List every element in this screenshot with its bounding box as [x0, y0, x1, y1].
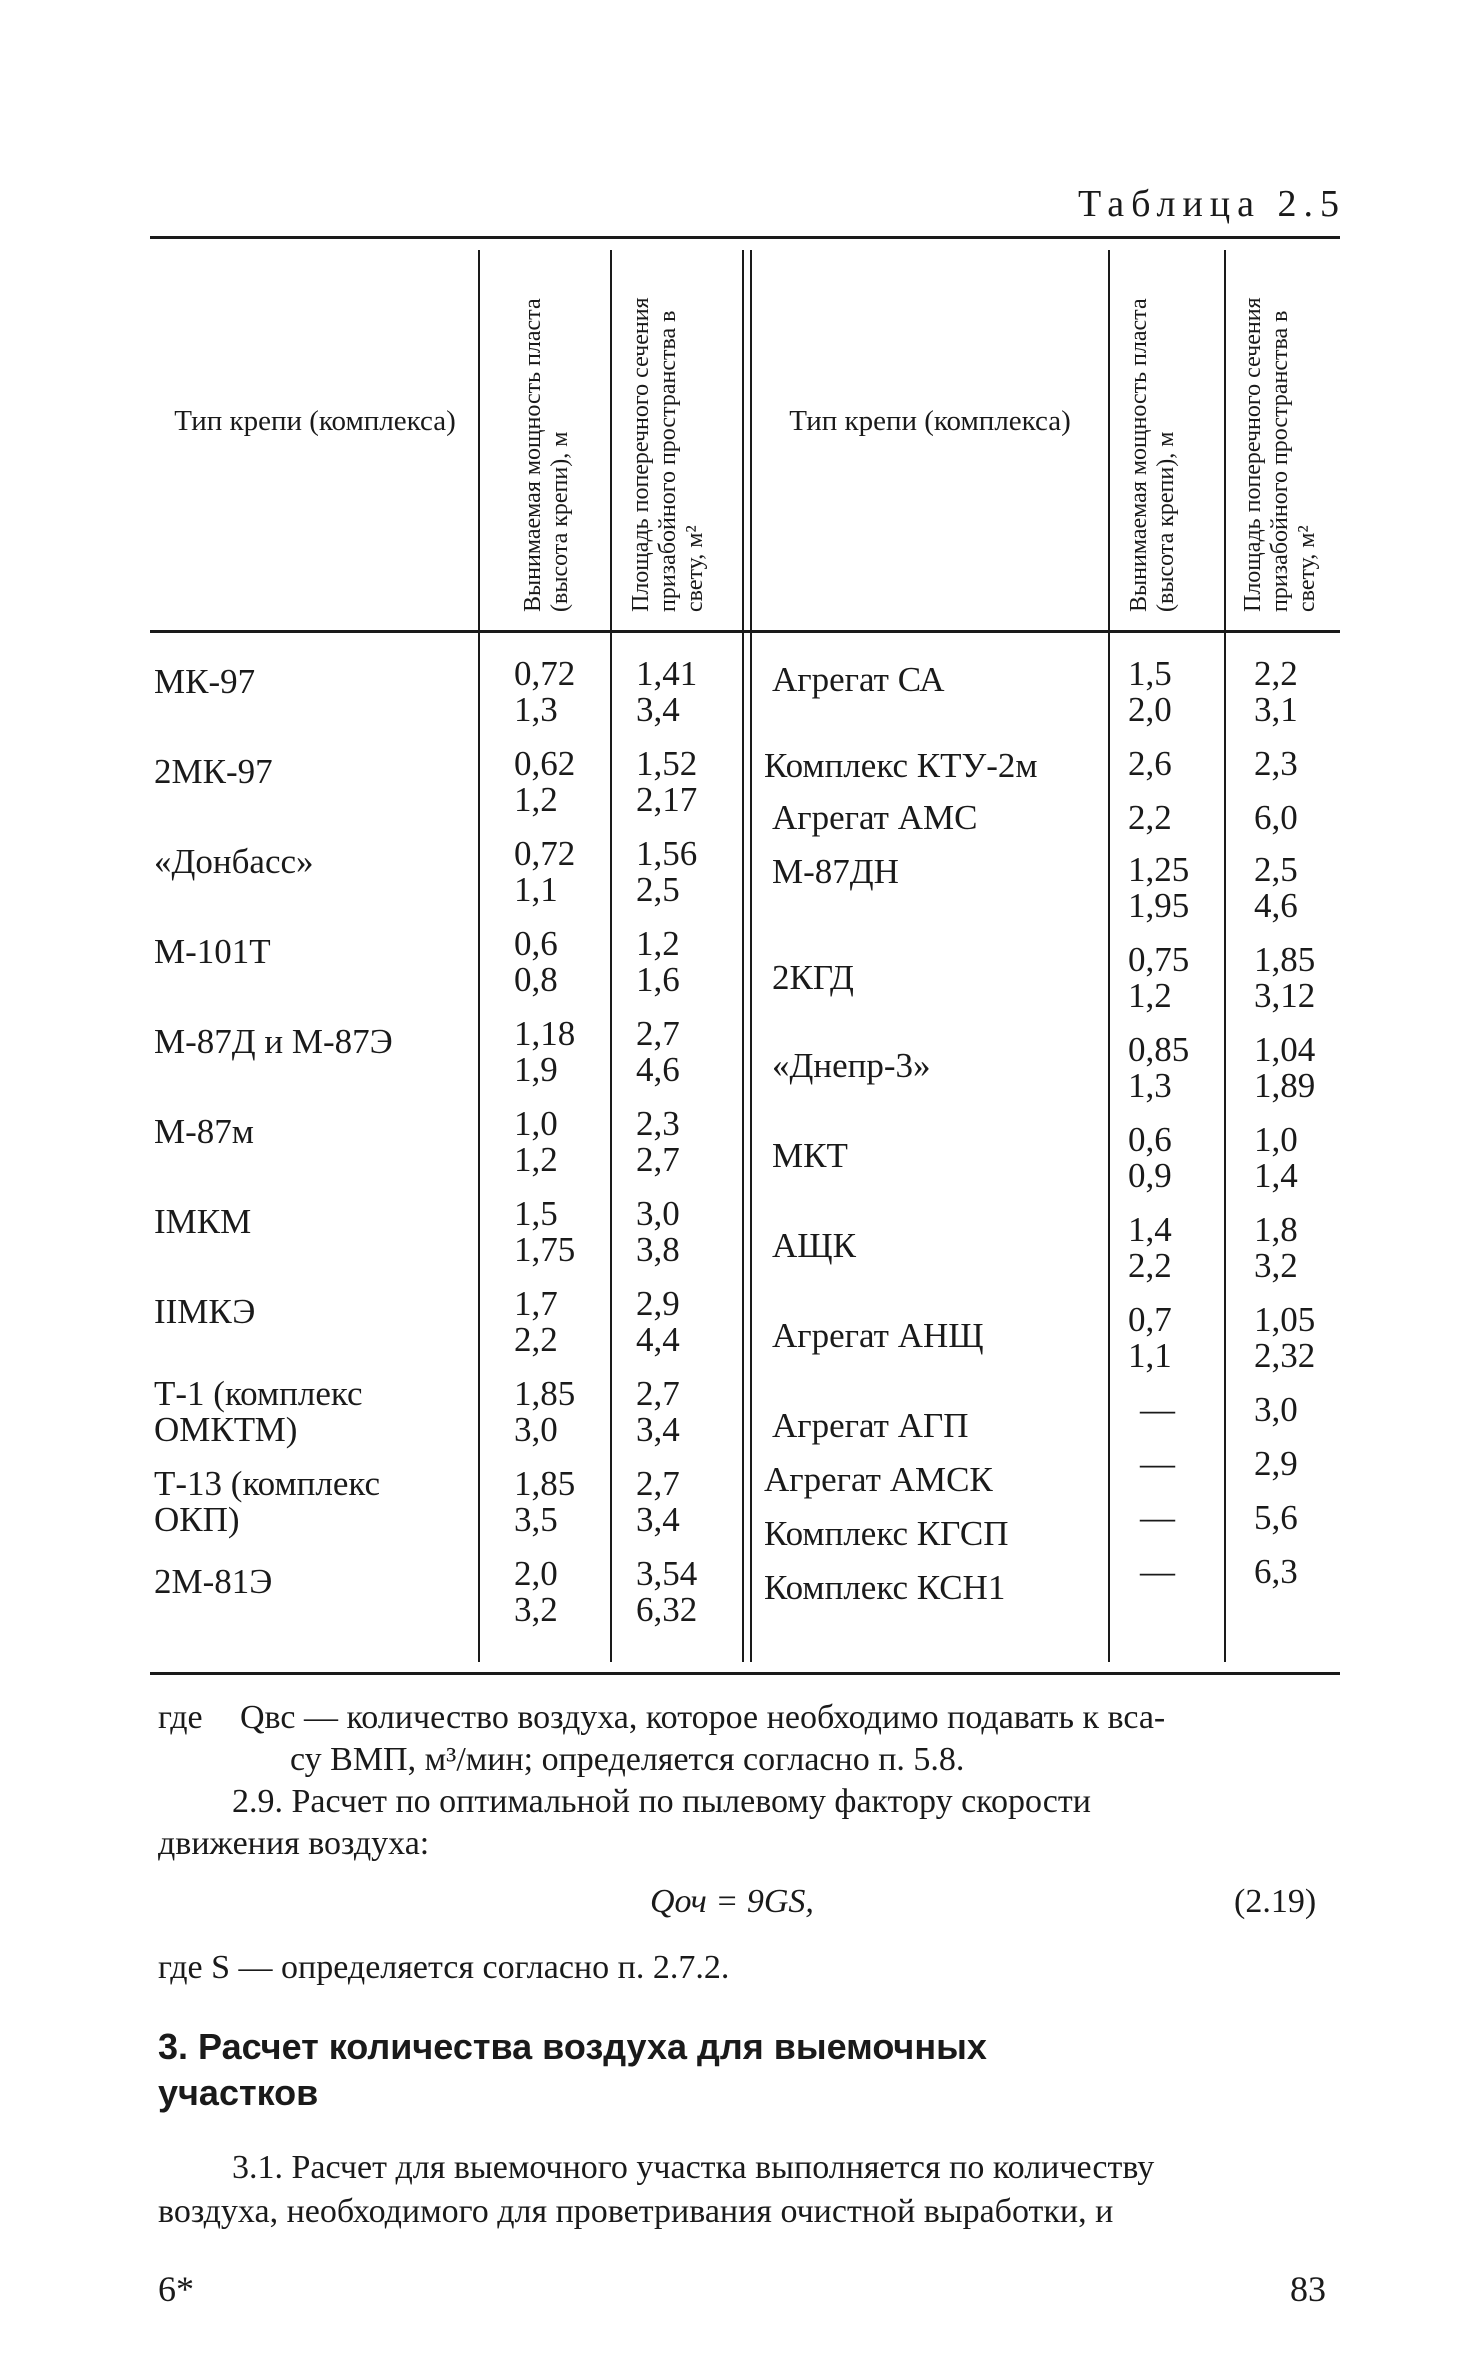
page-number: 83	[1290, 2269, 1326, 2309]
col-divider	[742, 250, 744, 1662]
right-row-thickness: 1,25 1,95	[1128, 850, 1190, 925]
right-row-area: 3,0	[1254, 1390, 1298, 1429]
right-row-thickness: 2,2	[1128, 798, 1172, 837]
right-row-thickness: —	[1140, 1444, 1175, 1483]
where-qvs-line2: су ВМП, м³/мин; определяется согласно п. 5.8.	[290, 1741, 965, 1778]
left-row-thickness: 1,0 1,2	[514, 1104, 558, 1179]
right-row-area: 1,0 1,4	[1254, 1120, 1298, 1195]
right-row-thickness: 2,6	[1128, 744, 1172, 783]
formula: Qоч = 9GS,	[650, 1883, 814, 1920]
col-divider	[610, 250, 612, 1662]
right-row-name: МКТ	[772, 1136, 848, 1175]
right-row-thickness: 1,5 2,0	[1128, 654, 1172, 729]
left-row-area: 2,7 3,4	[636, 1374, 680, 1449]
left-row-thickness: 1,85 3,5	[514, 1464, 576, 1539]
right-row-area: 1,05 2,32	[1254, 1300, 1316, 1375]
para-2-9-line2: движения воздуха:	[158, 1825, 430, 1862]
right-row-area: 1,04 1,89	[1254, 1030, 1316, 1105]
left-row-name: IМКМ	[154, 1202, 252, 1241]
left-row-name: Т-1 (комплекс ОМКТМ)	[154, 1374, 363, 1449]
left-row-area: 1,41 3,4	[636, 654, 698, 729]
right-row-name: Агрегат АМСК	[764, 1460, 993, 1499]
right-row-thickness: 0,7 1,1	[1128, 1300, 1172, 1375]
para-3-1-line1: 3.1. Расчет для выемочного участка выполняется по количеству	[232, 2149, 1155, 2186]
support-table	[150, 236, 1340, 1676]
right-row-name: Комплекс КГСП	[764, 1514, 1009, 1553]
header-type-left: Тип крепи (комплекса)	[174, 405, 456, 437]
right-row-name: Агрегат АНЩ	[772, 1316, 984, 1355]
right-row-thickness: —	[1140, 1498, 1175, 1537]
col-divider	[750, 250, 752, 1662]
right-row-name: Агрегат АМС	[772, 798, 978, 837]
col-divider	[1108, 250, 1110, 1662]
header-bottom-rule	[150, 630, 1340, 633]
section-heading: 3. Расчет количества воздуха для выемочных участков	[158, 2026, 987, 2113]
right-row-area: 1,85 3,12	[1254, 940, 1316, 1015]
footer-signature: 6*	[158, 2269, 194, 2309]
right-row-name: АЩК	[772, 1226, 856, 1265]
right-row-thickness: —	[1140, 1552, 1175, 1591]
right-row-thickness: 0,6 0,9	[1128, 1120, 1172, 1195]
left-row-thickness: 1,18 1,9	[514, 1014, 576, 1089]
left-row-thickness: 1,85 3,0	[514, 1374, 576, 1449]
left-row-area: 1,52 2,17	[636, 744, 698, 819]
where-qvs-line1: Qвс — количество воздуха, которое необходимо подавать к вса-	[240, 1699, 1166, 1736]
left-row-thickness: 1,5 1,75	[514, 1194, 576, 1269]
left-row-name: «Донбасс»	[154, 842, 314, 881]
where-label: где	[158, 1699, 203, 1736]
table-bottom-rule	[150, 1672, 1340, 1675]
right-row-thickness: 1,4 2,2	[1128, 1210, 1172, 1285]
left-row-thickness: 1,7 2,2	[514, 1284, 558, 1359]
header-type-right: Тип крепи (комплекса)	[789, 405, 1071, 437]
right-row-area: 2,3	[1254, 744, 1298, 783]
left-row-thickness: 0,62 1,2	[514, 744, 576, 819]
left-row-name: IIМКЭ	[154, 1292, 256, 1331]
where-s: где S — определяется согласно п. 2.7.2.	[158, 1949, 730, 1986]
right-row-thickness: 0,75 1,2	[1128, 940, 1190, 1015]
right-row-name: 2КГД	[772, 958, 854, 997]
right-row-area: 6,0	[1254, 798, 1298, 837]
left-row-area: 1,2 1,6	[636, 924, 680, 999]
header-area-right: Площадь поперечного сечения призабойного пространства в свету, м²	[1240, 297, 1320, 612]
para-2-9-line1: 2.9. Расчет по оптимальной по пылевому фактору скорости	[232, 1783, 1091, 1820]
para-3-1-line2: воздуха, необходимого для проветривания очистной выработки, и	[158, 2193, 1114, 2230]
formula-number: (2.19)	[1234, 1883, 1317, 1920]
left-row-thickness: 0,72 1,1	[514, 834, 576, 909]
right-row-area: 2,2 3,1	[1254, 654, 1298, 729]
right-row-area: 1,8 3,2	[1254, 1210, 1298, 1285]
left-row-name: 2М-81Э	[154, 1562, 273, 1601]
left-row-name: М-87Д и М-87Э	[154, 1022, 393, 1061]
right-row-name: Комплекс КТУ-2м	[764, 746, 1038, 785]
left-row-name: МК-97	[154, 662, 256, 701]
table-caption: Таблица 2.5	[1077, 183, 1346, 225]
header-thickness-left: Вынимаемая мощность пласта (высота крепи), м	[520, 298, 573, 612]
right-row-name: Комплекс КСН1	[764, 1568, 1006, 1607]
left-row-area: 3,54 6,32	[636, 1554, 698, 1629]
right-row-name: М-87ДН	[772, 852, 899, 891]
header-thickness-right: Вынимаемая мощность пласта (высота крепи), м	[1126, 298, 1179, 612]
left-row-thickness: 2,0 3,2	[514, 1554, 558, 1629]
right-row-area: 2,5 4,6	[1254, 850, 1298, 925]
left-row-name: Т-13 (комплекс ОКП)	[154, 1464, 381, 1539]
header-area-left: Площадь поперечного сечения призабойного пространства в свету, м²	[628, 297, 708, 612]
left-row-area: 1,56 2,5	[636, 834, 698, 909]
right-row-area: 5,6	[1254, 1498, 1298, 1537]
left-row-thickness: 0,6 0,8	[514, 924, 558, 999]
left-row-area: 2,9 4,4	[636, 1284, 680, 1359]
right-row-name: Агрегат АГП	[772, 1406, 969, 1445]
left-row-name: 2МК-97	[154, 752, 273, 791]
left-row-thickness: 0,72 1,3	[514, 654, 576, 729]
left-row-name: М-101Т	[154, 932, 271, 971]
col-divider	[1224, 250, 1226, 1662]
table-top-rule	[150, 236, 1340, 239]
left-row-area: 2,3 2,7	[636, 1104, 680, 1179]
right-row-thickness: 0,85 1,3	[1128, 1030, 1190, 1105]
right-row-area: 6,3	[1254, 1552, 1298, 1591]
left-row-area: 3,0 3,8	[636, 1194, 680, 1269]
left-row-name: М-87м	[154, 1112, 254, 1151]
right-row-name: Агрегат СА	[772, 660, 945, 699]
right-row-name: «Днепр-3»	[772, 1046, 931, 1085]
col-divider	[478, 250, 480, 1662]
left-row-area: 2,7 4,6	[636, 1014, 680, 1089]
right-row-area: 2,9	[1254, 1444, 1298, 1483]
right-row-thickness: —	[1140, 1390, 1175, 1429]
left-row-area: 2,7 3,4	[636, 1464, 680, 1539]
